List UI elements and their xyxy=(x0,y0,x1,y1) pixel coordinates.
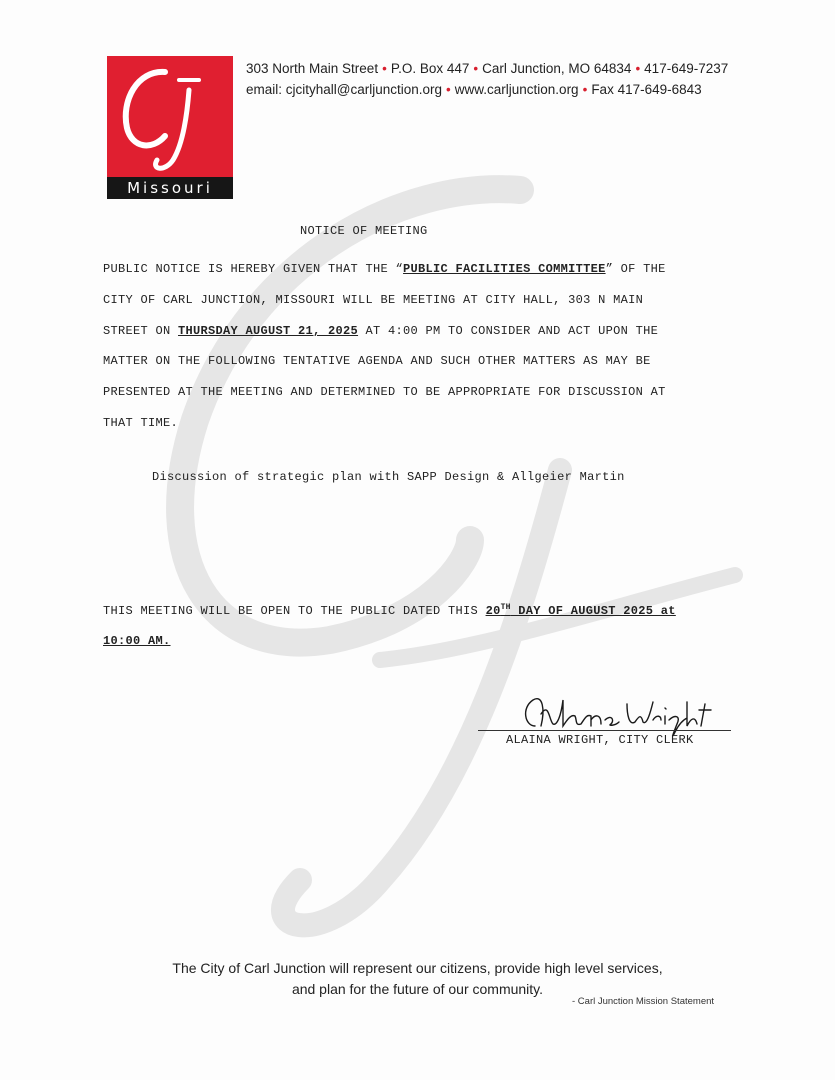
closing-line xyxy=(103,593,743,626)
notice-text: STREET ON xyxy=(103,323,179,338)
date-rest: DAY OF AUGUST 2025 at xyxy=(510,604,676,618)
email-line xyxy=(246,79,726,100)
dated-day xyxy=(486,604,676,618)
bullet-dot-icon: • xyxy=(635,61,641,76)
city-state-zip: Carl Junction, MO 64834 xyxy=(482,61,632,76)
bullet-dot-icon: • xyxy=(582,82,588,97)
mission-line: and plan for the future of our community. xyxy=(291,981,544,997)
bullet-dot-icon: • xyxy=(473,61,479,76)
notice-line: MATTER ON THE FOLLOWING TENTATIVE AGENDA AND SUCH OTHER MATTERS AS MAY BE xyxy=(103,354,651,369)
city-logo xyxy=(107,56,233,199)
day-number: 20 xyxy=(485,604,501,618)
letterhead-contact xyxy=(246,58,729,100)
street-address: 303 North Main Street xyxy=(246,61,379,76)
notice-line: CITY OF CARL JUNCTION, MISSOURI WILL BE MEETING AT CITY HALL, 303 N MAIN xyxy=(103,292,644,307)
mission-attribution: - Carl Junction Mission Statement xyxy=(572,996,715,1007)
website: www.carljunction.org xyxy=(454,82,579,97)
agenda-item: Discussion of strategic plan with SAPP Design & Allgeier Martin xyxy=(152,470,625,484)
phone-number: 417-649-7237 xyxy=(644,61,729,76)
notice-text: PUBLIC NOTICE IS HEREBY GIVEN THAT THE “ xyxy=(103,262,404,276)
committee-name: PUBLIC FACILITIES COMMITTEE xyxy=(403,262,606,276)
notice-line: PRESENTED AT THE MEETING AND DETERMINED TO BE APPROPRIATE FOR DISCUSSION AT xyxy=(103,385,666,400)
closing-statement xyxy=(103,593,743,656)
mission-line: The City of Carl Junction will represent our citizens, provide high level services, xyxy=(172,960,663,976)
logo-band-text: Missouri xyxy=(107,177,233,199)
email-address: email: cjcityhall@carljunction.org xyxy=(246,82,443,97)
closing-line xyxy=(103,626,743,656)
signature-line xyxy=(478,730,731,731)
dated-time: 10:00 AM. xyxy=(103,634,171,648)
cj-monogram-icon xyxy=(107,56,233,177)
mission-statement xyxy=(0,958,835,1000)
notice-line: THAT TIME. xyxy=(103,415,179,430)
closing-text: THIS MEETING WILL BE OPEN TO THE PUBLIC DATED THIS xyxy=(103,604,486,618)
notice-title: NOTICE OF MEETING xyxy=(300,224,428,238)
notice-line xyxy=(103,316,743,347)
day-suffix: TH xyxy=(500,603,511,612)
notice-body xyxy=(103,254,743,439)
fax-number: Fax 417-649-6843 xyxy=(591,82,702,97)
clerk-name: ALAINA WRIGHT, CITY CLERK xyxy=(506,733,694,747)
address-line xyxy=(246,58,729,79)
po-box: P.O. Box 447 xyxy=(390,61,470,76)
bullet-dot-icon: • xyxy=(446,82,451,97)
meeting-date: THURSDAY AUGUST 21, 2025 xyxy=(178,323,359,338)
notice-text: AT 4:00 PM TO CONSIDER AND ACT UPON THE xyxy=(358,323,659,338)
bullet-dot-icon: • xyxy=(382,61,387,76)
notice-line xyxy=(103,254,743,285)
notice-text: ” OF THE xyxy=(605,262,666,276)
